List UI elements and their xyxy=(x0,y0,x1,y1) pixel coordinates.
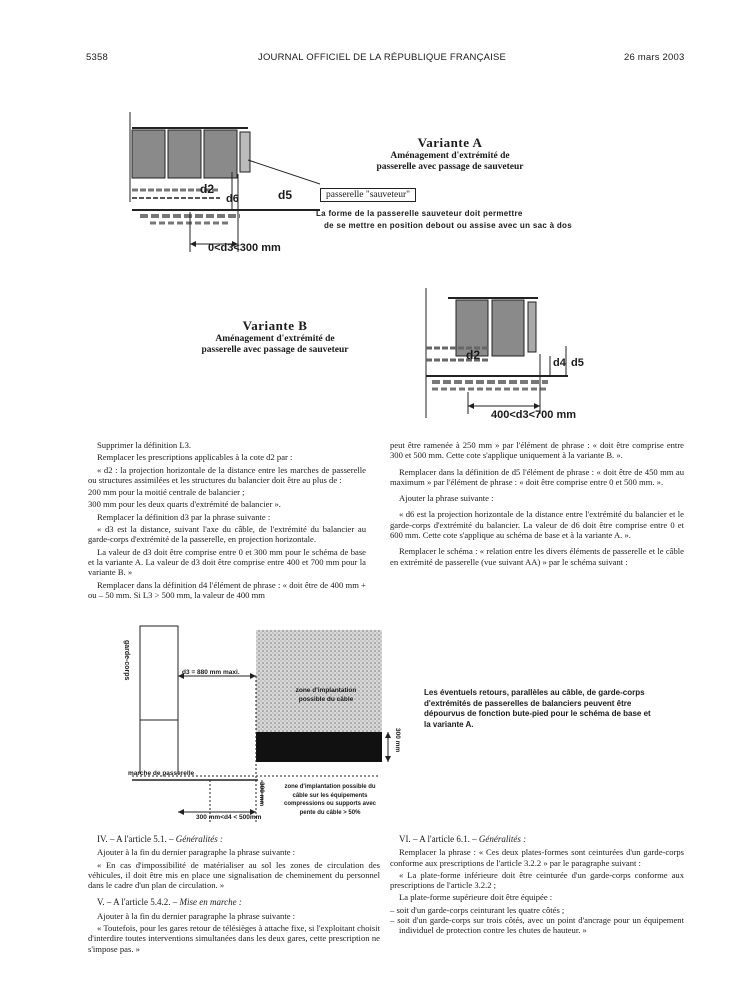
section-v-title: Mise en marche : xyxy=(179,897,242,908)
paragraph: Supprimer la définition L3. xyxy=(97,440,192,450)
d4-range-label: 300 mm<d4 < 500mm xyxy=(196,814,262,821)
left-column xyxy=(88,440,366,602)
right-column xyxy=(390,440,684,569)
section-iv-title: Généralités : xyxy=(175,834,223,844)
paragraph: Ajouter la phrase suivante : xyxy=(399,493,494,504)
section-iv-number: IV. – A l'article 5.1. – xyxy=(97,834,176,844)
variante-a-title: Variante A xyxy=(417,135,483,150)
vb-d2-label: d2 xyxy=(466,348,481,362)
d3-max-label: d3 = 880 mm maxi. xyxy=(182,669,240,676)
paragraph: « Toutefois, pour les gares retour de télésièges à attache fixe, si l'exploitant choisit d'interdire toutes interventions simultanées dans les deux gares, cette prescription ne s'impose pas. » xyxy=(88,923,380,954)
paragraph: « d3 est la distance, suivant l'axe du câble, de l'extrémité du balancier au garde-corps d'extrémité de la passerelle, en projection horizontale. xyxy=(88,524,366,545)
vb-d3-range: 400<d3<700 mm xyxy=(491,409,577,421)
section-iv-heading xyxy=(88,834,380,844)
dim-300-small-label: 300 mm xyxy=(258,782,265,807)
va-d2-label: d2 xyxy=(200,182,215,196)
variante-a-title-block xyxy=(360,135,540,173)
variante-a-subtitle-2: passerelle avec passage de sauveteur xyxy=(376,162,524,172)
paragraph: peut être ramenée à 250 mm » par l'élément de phrase : « doit être comprise entre 300 et 500 mm. Cette cote s'applique uniquement à la variante B. ». xyxy=(390,440,684,461)
va-d6-label: d6 xyxy=(226,193,239,205)
paragraph: « En cas d'impossibilité de matérialiser au sol les zones de circulation des véhicules, il doit être mis en place une signalisation de cheminement du personnel dans le cadre d'un plan de circulation. » xyxy=(88,859,380,891)
paragraph: Ajouter à la fin du dernier paragraphe la phrase suivante : xyxy=(97,847,296,858)
variante-a-diagram xyxy=(120,112,320,262)
variante-b-subtitle-1: Aménagement d'extrémité de xyxy=(215,334,335,344)
section-vi-title: Généralités : xyxy=(478,834,527,844)
section-vi-heading xyxy=(390,834,684,844)
page-number: 5358 xyxy=(86,52,108,63)
dim-300-label: 300 mm xyxy=(394,728,401,753)
paragraph: La valeur de d3 doit être comprise entre 0 et 300 mm pour le schéma de base et la variante A. La valeur de d3 doit être comprise entre 400 et 700 mm pour la variante B. » xyxy=(88,546,366,578)
section-v-heading xyxy=(88,897,380,907)
journal-title: JOURNAL OFFICIEL DE LA RÉPUBLIQUE FRANÇAISE xyxy=(258,52,507,63)
bottom-left-column xyxy=(88,834,380,956)
variante-b-subtitle-2: passerelle avec passage de sauveteur xyxy=(201,345,349,355)
variante-a-subtitle-1: Aménagement d'extrémité de xyxy=(390,151,510,161)
schema-note: Les éventuels retours, parallèles au câble, de garde-corps d'extrémités de passerelles de balanciers peuvent être dépourvus de fonction bute-pied pour le schéma de base et la variante A. xyxy=(424,688,651,729)
va-d3-range: 0<d3<300 mm xyxy=(208,242,281,254)
list-item: – soit d'un garde-corps ceinturant les quatre côtés ; xyxy=(390,904,565,915)
section-v-number: V. – A l'article 5.4.2. – xyxy=(97,897,180,908)
variante-b-diagram xyxy=(418,288,618,428)
paragraph: Remplacer la phrase : « Ces deux plates-formes sont ceinturées d'un garde-corps conforme aux prescriptions de l'article 3.2.2 » par le paragraphe suivant : xyxy=(390,847,684,868)
zone-fixation-label: zone d'implantation possible du câble xyxy=(295,687,357,703)
vb-d4-label: d4 xyxy=(553,357,566,369)
paragraph: « d2 : la projection horizontale de la distance entre les marches de passerelle ou structures assimilées et les structures du balancier doit être au plus de : xyxy=(88,464,366,485)
garde-corps-label: garde-corps xyxy=(123,640,130,681)
list xyxy=(390,905,684,936)
passerelle-sauveteur-box: passerelle "sauveteur" xyxy=(320,188,416,202)
vb-d5-label: d5 xyxy=(571,357,584,369)
paragraph: La plate-forme supérieure doit être équipée : xyxy=(399,892,553,903)
section-vi-number: VI. – A l'article 6.1. – xyxy=(399,834,479,844)
paragraph: Remplacer la définition d3 par la phrase suivante : xyxy=(97,511,271,522)
zone-implantation-label: zone d'implantation possible du câble sur les équipements compressions ou supports avec pente du câble > 50% xyxy=(283,784,377,816)
paragraph: 200 mm pour la moitié centrale de balancier ; xyxy=(88,487,245,498)
page-date: 26 mars 2003 xyxy=(624,52,685,63)
va-d5-label: d5 xyxy=(278,188,293,202)
paragraph: « La plate-forme inférieure doit être ceinturée d'un garde-corps conforme aux prescriptions de l'article 3.2.2 ; xyxy=(390,869,684,891)
bottom-right-column xyxy=(390,834,684,936)
paragraph: Remplacer dans la définition de d5 l'élément de phrase : « doit être de 450 mm au maximum » par l'élément de phrase : « doit être comprise entre 0 et 500 mm. ». xyxy=(390,466,684,487)
marche-label: marche de passerelle xyxy=(128,770,195,777)
paragraph: Ajouter à la fin du dernier paragraphe la phrase suivante : xyxy=(97,910,296,921)
paragraph: 300 mm pour les deux quarts d'extrémité de balancier ». xyxy=(88,499,281,510)
paragraph: Remplacer les prescriptions applicables à la cote d2 par : xyxy=(97,452,293,463)
list-item: – soit d'un garde-corps sur trois côtés, avec un point d'ancrage pour un équipement individuel de protection contre les chutes de hauteur. » xyxy=(390,915,684,936)
va-note-line2: de se mettre en position debout ou assise avec un sac à dos xyxy=(324,221,572,230)
va-note-line1: La forme de la passerelle sauveteur doit permettre xyxy=(316,209,523,218)
variante-b-title: Variante B xyxy=(242,318,308,333)
paragraph: Remplacer dans la définition d4 l'élément de phrase : « doit être de 400 mm + ou – 50 mm. Si L3 > 500 mm, la valeur de 400 mm xyxy=(88,579,366,600)
variante-b-title-block xyxy=(185,318,365,356)
paragraph: Remplacer le schéma : « relation entre les divers éléments de passerelle et le câble en extrémité de passerelle (vue suivant AA) » par le schéma suivant : xyxy=(390,546,684,567)
paragraph: « d6 est la projection horizontale de la distance entre l'extrémité du balancier et le garde-corps d'extrémité du balancier. La valeur de d6 doit être comprise entre 0 et 600 mm. Cette cote s'applique au schéma de base et à la variante A. ». xyxy=(390,509,684,541)
